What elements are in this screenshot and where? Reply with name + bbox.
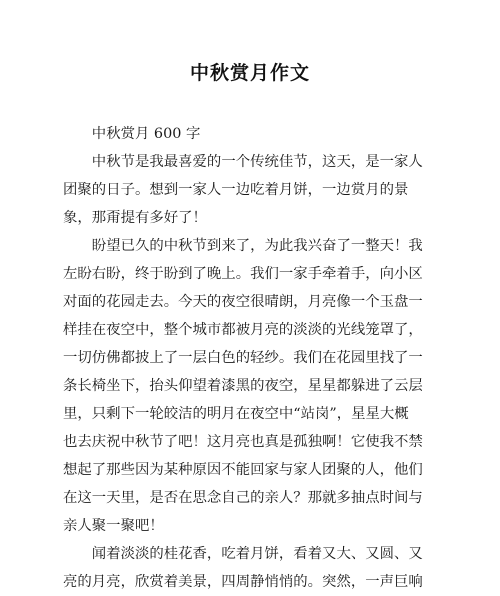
essay-paragraph-3: 闻着淡淡的桂花香，吃着月饼，看着又大、又圆、又亮的月亮，欣赏着美景，四周静悄悄的。突然，一声巨响 [63,546,423,590]
page-title: 中秋赏月作文 [189,62,310,84]
essay-paragraph-1: 中秋节是我最喜爱的一个传统佳节，这天，是一家人团聚的日子。想到一家人一边吃着月饼，一边赏月的景象，那甭提有多好了！ [63,154,423,226]
essay-body [63,120,423,596]
essay-paragraph-2: 盼望已久的中秋节到来了，为此我兴奋了一整天！我左盼右盼，终于盼到了晚上。我们一家手牵着手，向小区对面的花园走去。今天的夜空很晴朗，月亮像一个玉盘一样挂在夜空中，整个城市都被月亮的淡淡的光线笼罩了，一切仿佛都披上了一层白色的轻纱。我们在花园里找了一条长椅坐下，抬头仰望着漆黑的夜空，星星都躲进了云层里，只剩下一轮皎洁的明月在夜空中“站岗”，星星大概也去庆祝中秋节了吧！这月亮也真是孤独啊！它使我不禁想起了那些因为某种原因不能回家与家人团聚的人，他们在这一天里，是否在思念自己的亲人？那就多抽点时间与亲人聚一聚吧！ [63,238,423,534]
essay-subheading: 中秋赏月 600 字 [91,126,201,142]
